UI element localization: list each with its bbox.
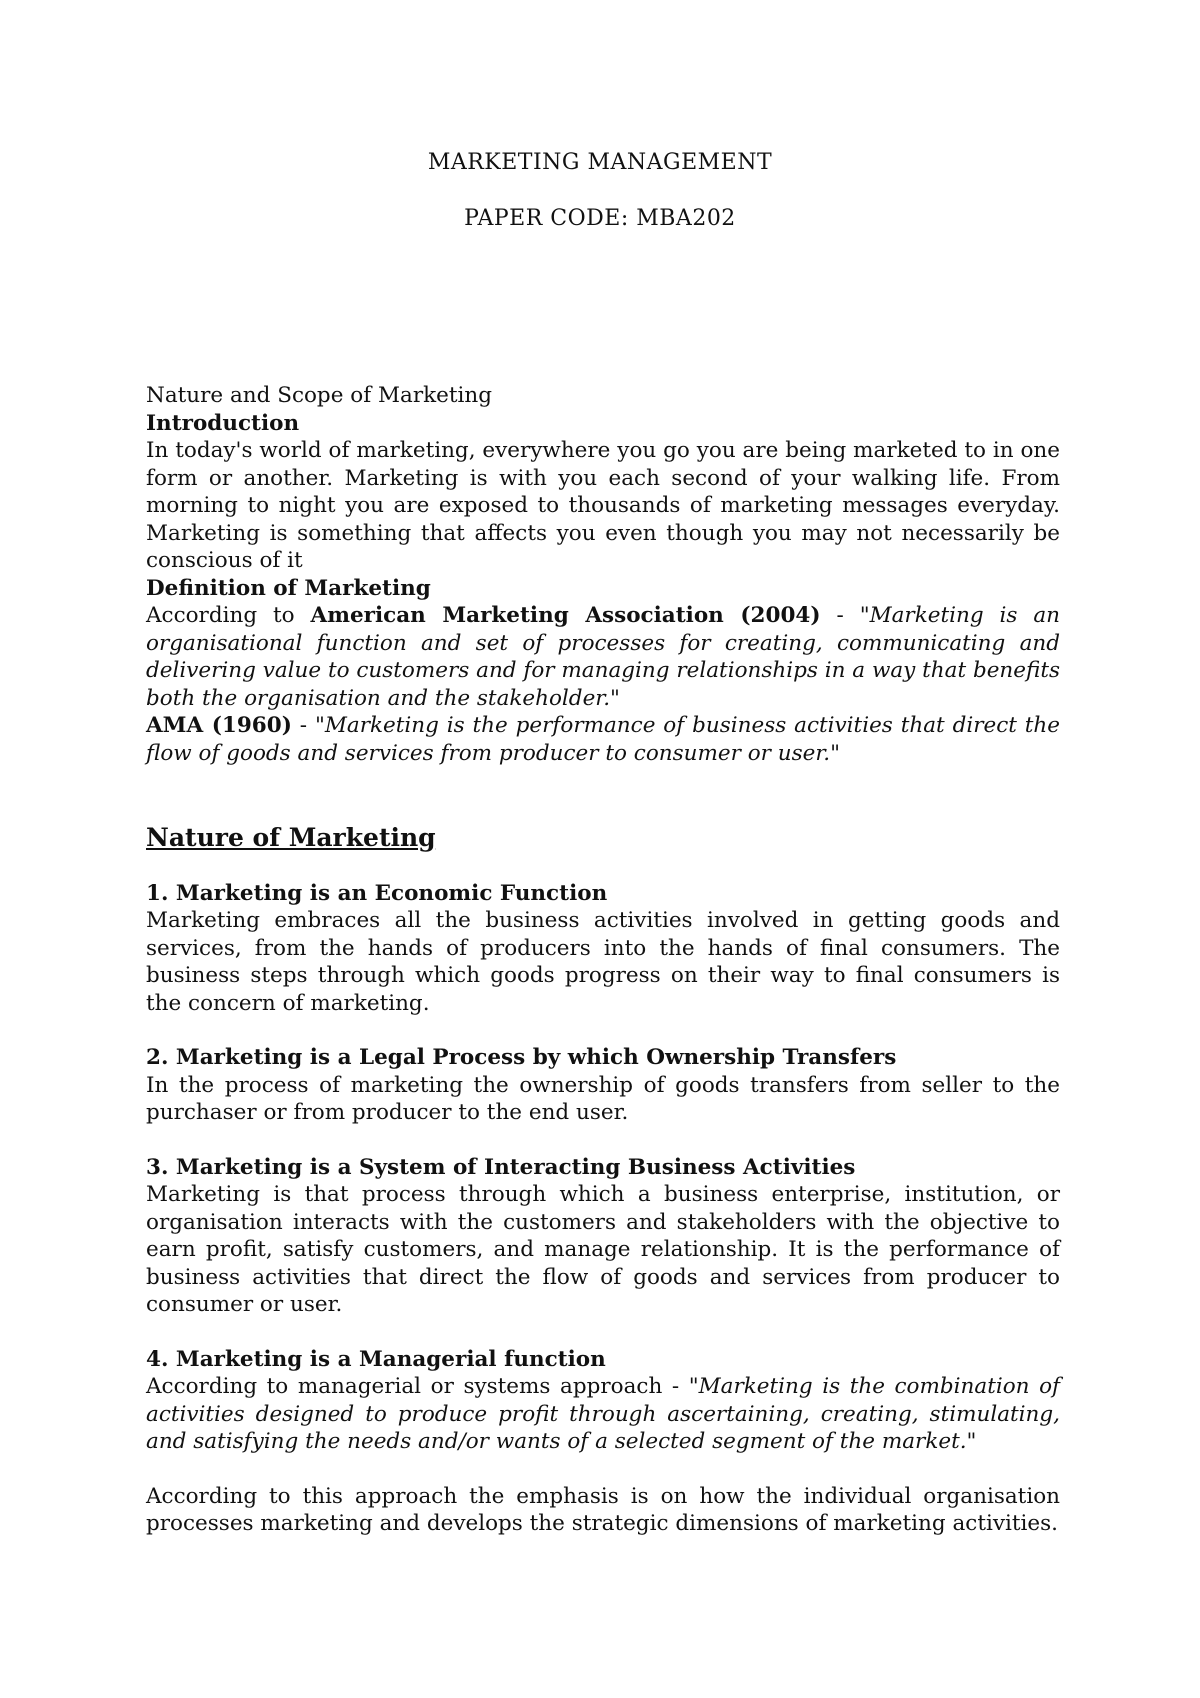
intro-heading: Introduction <box>146 410 300 436</box>
intro-paragraph: In today's world of marketing, everywhere you go you are being marketed to in one form or another. Marketing is with you each second of your walking life. From morning to night you are exposed to thousands of marketing messages everyday. Marketing is something that affects you even though you may not necessarily be conscious of it <box>146 438 1060 573</box>
nature-item-1-text: Marketing embraces all the business activities involved in getting goods and services, from the hands of producers into the hands of final consumers. The business steps through which goods progress on their way to final consumers is the concern of marketing. <box>146 908 1060 1016</box>
nature-item-3-text: Marketing is that process through which a business enterprise, institution, or organisation interacts with the customers and stakeholders with the objective to earn profit, satisfy customers, and manage relationship. It is the performance of business activities that direct the flow of goods and services from producer to consumer or user. <box>146 1182 1060 1317</box>
nature-item-3-heading: 3. Marketing is a System of Interacting Business Activities <box>146 1154 856 1180</box>
document-title: MARKETING MANAGEMENT <box>427 150 773 175</box>
ama1960-separator: - <box>291 713 315 738</box>
definition-ama2004 <box>146 602 1060 712</box>
ama1960-quote: "Marketing is the performance of business activities that direct the flow of goods and services from producer to consumer or user." <box>146 713 1060 766</box>
nature-item-4-heading: 4. Marketing is a Managerial function <box>146 1346 606 1372</box>
managerial-prefix: According to managerial or systems approach - <box>146 1374 689 1399</box>
section-topic: Nature and Scope of Marketing <box>146 383 492 408</box>
nature-item-4-text <box>146 1373 1060 1456</box>
ama2004-separator: - <box>820 603 860 628</box>
nature-heading: Nature of Marketing <box>146 823 436 852</box>
nature-item-1-heading: 1. Marketing is an Economic Function <box>146 880 608 906</box>
ama2004-source: American Marketing Association (2004) <box>310 603 821 628</box>
definition-ama1960 <box>146 712 1060 767</box>
ama1960-source: AMA (1960) <box>146 713 292 738</box>
nature-item-2-text: In the process of marketing the ownership of goods transfers from seller to the purchaser or from producer to the end user. <box>146 1072 1060 1125</box>
definition-heading: Definition of Marketing <box>146 575 431 601</box>
nature-item-2-heading: 2. Marketing is a Legal Process by which Ownership Transfers <box>146 1045 897 1070</box>
document-body <box>146 382 1060 1538</box>
paper-code: PAPER CODE: MBA202 <box>464 206 736 231</box>
managerial-quote: "Marketing is the combination of activities designed to produce profit through ascertaining, creating, stimulating, and satisfying the needs and/or wants of a selected segment of the market." <box>146 1374 1060 1454</box>
nature-item-4-followup: According to this approach the emphasis is on how the individual organisation processes marketing and develops the strategic dimensions of marketing activities. <box>146 1483 1060 1536</box>
ama2004-quote: "Marketing is an organisational function and set of processes for creating, communicating and delivering value to customers and for managing relationships in a way that benefits both the organisation and the stakeholder." <box>146 603 1061 711</box>
ama2004-prefix: According to <box>146 603 311 628</box>
